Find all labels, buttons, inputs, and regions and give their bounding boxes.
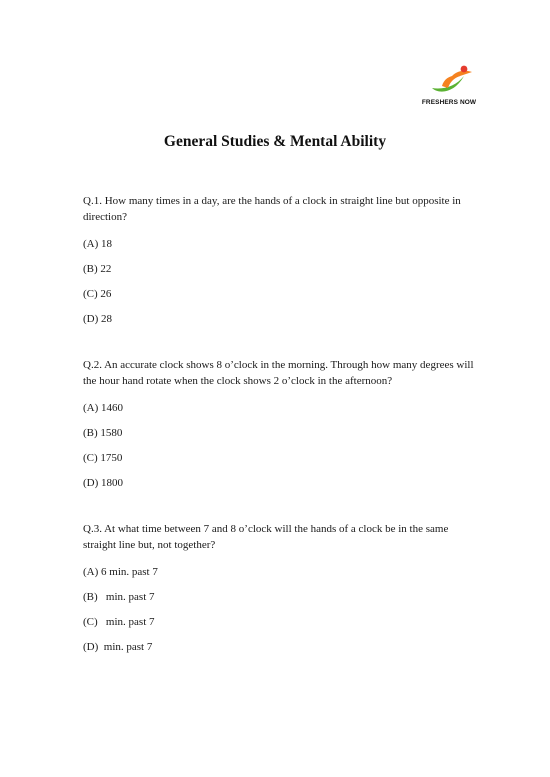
option-d: (D) min. past 7 [83,641,153,653]
option-c: (C) 26 [83,288,112,300]
question-text: Q.3. At what time between 7 and 8 o’clock will the hands of a clock be in the same straight line but, not together? [83,523,449,551]
option-b: (B) 1580 [83,427,123,439]
option-c: (C) 1750 [83,452,123,464]
question-2 [83,357,478,491]
question-1 [83,193,478,327]
option-b: (B) min. past 7 [83,591,155,603]
option-b: (B) 22 [83,263,112,275]
option-a: (A) 6 min. past 7 [83,566,158,578]
option-a: (A) 18 [83,238,113,250]
page-title: General Studies & Mental Ability [163,133,387,150]
question-text: Q.2. An accurate clock shows 8 o’clock in the morning. Through how many degrees will the hour hand rotate when the clock shows 2 o’clock in the afternoon? [83,359,474,387]
freshers-now-logo [414,64,484,112]
question-list [83,193,478,685]
option-d: (D) 28 [83,313,113,325]
option-c: (C) min. past 7 [83,616,155,628]
question-text: Q.1. How many times in a day, are the hands of a clock in straight line but opposite in direction? [83,195,461,223]
logo-text: FRESHERS NOW [421,99,477,106]
option-d: (D) 1800 [83,477,124,489]
question-3 [83,521,478,655]
option-a: (A) 1460 [83,402,124,414]
runner-logo-icon [424,64,474,98]
